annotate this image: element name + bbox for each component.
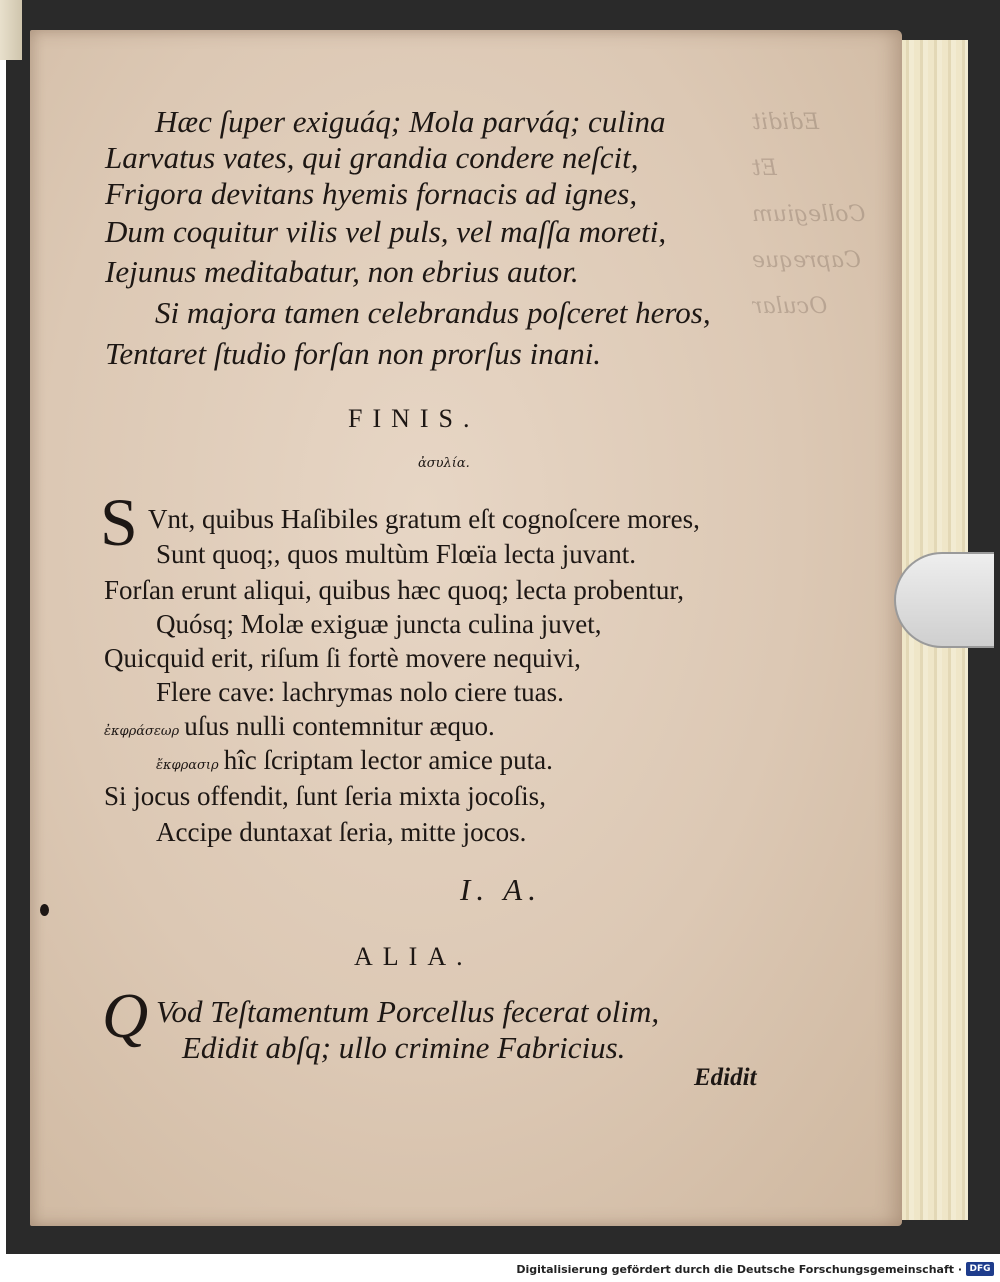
poem-line: Tentaret ſtudio forſan non prorſus inani. — [105, 336, 602, 371]
poem-line: Quicquid erit, riſum ſi fortè movere nequivi, — [104, 643, 581, 673]
poem-line: Si jocus offendit, ſunt ſeria mixta jocoſis, — [104, 781, 546, 811]
alia-heading: ALIA. — [354, 942, 473, 971]
poem-line-with-greek — [104, 710, 495, 743]
poem-line-text: uſus nulli contemnitur æquo. — [184, 711, 495, 741]
author-signature: I. A. — [460, 872, 542, 907]
footer-bar — [0, 1256, 1000, 1282]
catchword: Edidit — [694, 1064, 757, 1091]
fold-edge — [0, 0, 22, 60]
show-through-text: Edidit Et Collegium Capreque Ocular — [752, 110, 866, 319]
greek-word: ἔκφρασιρ — [156, 758, 219, 773]
poem-line: Edidit abſq; ullo crimine Fabricius. — [182, 1030, 626, 1065]
poem-line: Sunt quoq;, quos multùm Flœïa lecta juvant. — [156, 539, 636, 569]
poem-line: Vnt, quibus Haſibiles gratum eſt cognoſcere mores, — [148, 504, 700, 534]
poem-line-with-greek — [156, 744, 553, 777]
finis-heading: FINIS. — [348, 404, 480, 433]
poem-line-text: hîc ſcriptam lector amice puta. — [223, 745, 553, 775]
funding-credit: Digitalisierung gefördert durch die Deutsche Forschungsgemeinschaft · — [516, 1263, 962, 1276]
poem-line: Flere cave: lachrymas nolo ciere tuas. — [156, 677, 564, 707]
page-clip-holder — [894, 552, 994, 648]
poem-line: Dum coquitur vilis vel puls, vel maſſa moreti, — [105, 214, 667, 249]
greek-word: ἐκφράσεωρ — [104, 724, 180, 739]
poem-line: Frigora devitans hyemis fornacis ad ignes, — [105, 176, 638, 211]
poem-line: Iejunus meditabatur, non ebrius autor. — [105, 254, 579, 289]
poem-line: Si majora tamen celebrandus poſceret heros, — [155, 295, 711, 330]
poem-line: Larvatus vates, qui grandia condere neſcit, — [105, 140, 639, 175]
poem-line: Vod Teſtamentum Porcellus fecerat olim, — [156, 994, 660, 1029]
poem-line: Hæc ſuper exiguáq; Mola parváq; culina — [155, 104, 666, 139]
ink-spot — [40, 904, 49, 916]
drop-cap-initial: S — [100, 484, 138, 560]
drop-cap-initial: Q — [102, 980, 149, 1051]
poem-line: Quósq; Molæ exiguæ juncta culina juvet, — [156, 609, 602, 639]
poem-line: Forſan erunt aliqui, quibus hæc quoq; lecta probentur, — [104, 575, 685, 605]
dfg-logo: DFG — [966, 1262, 994, 1276]
greek-heading: ἀσυλία. — [418, 456, 470, 471]
poem-line: Accipe duntaxat ſeria, mitte jocos. — [156, 817, 527, 847]
